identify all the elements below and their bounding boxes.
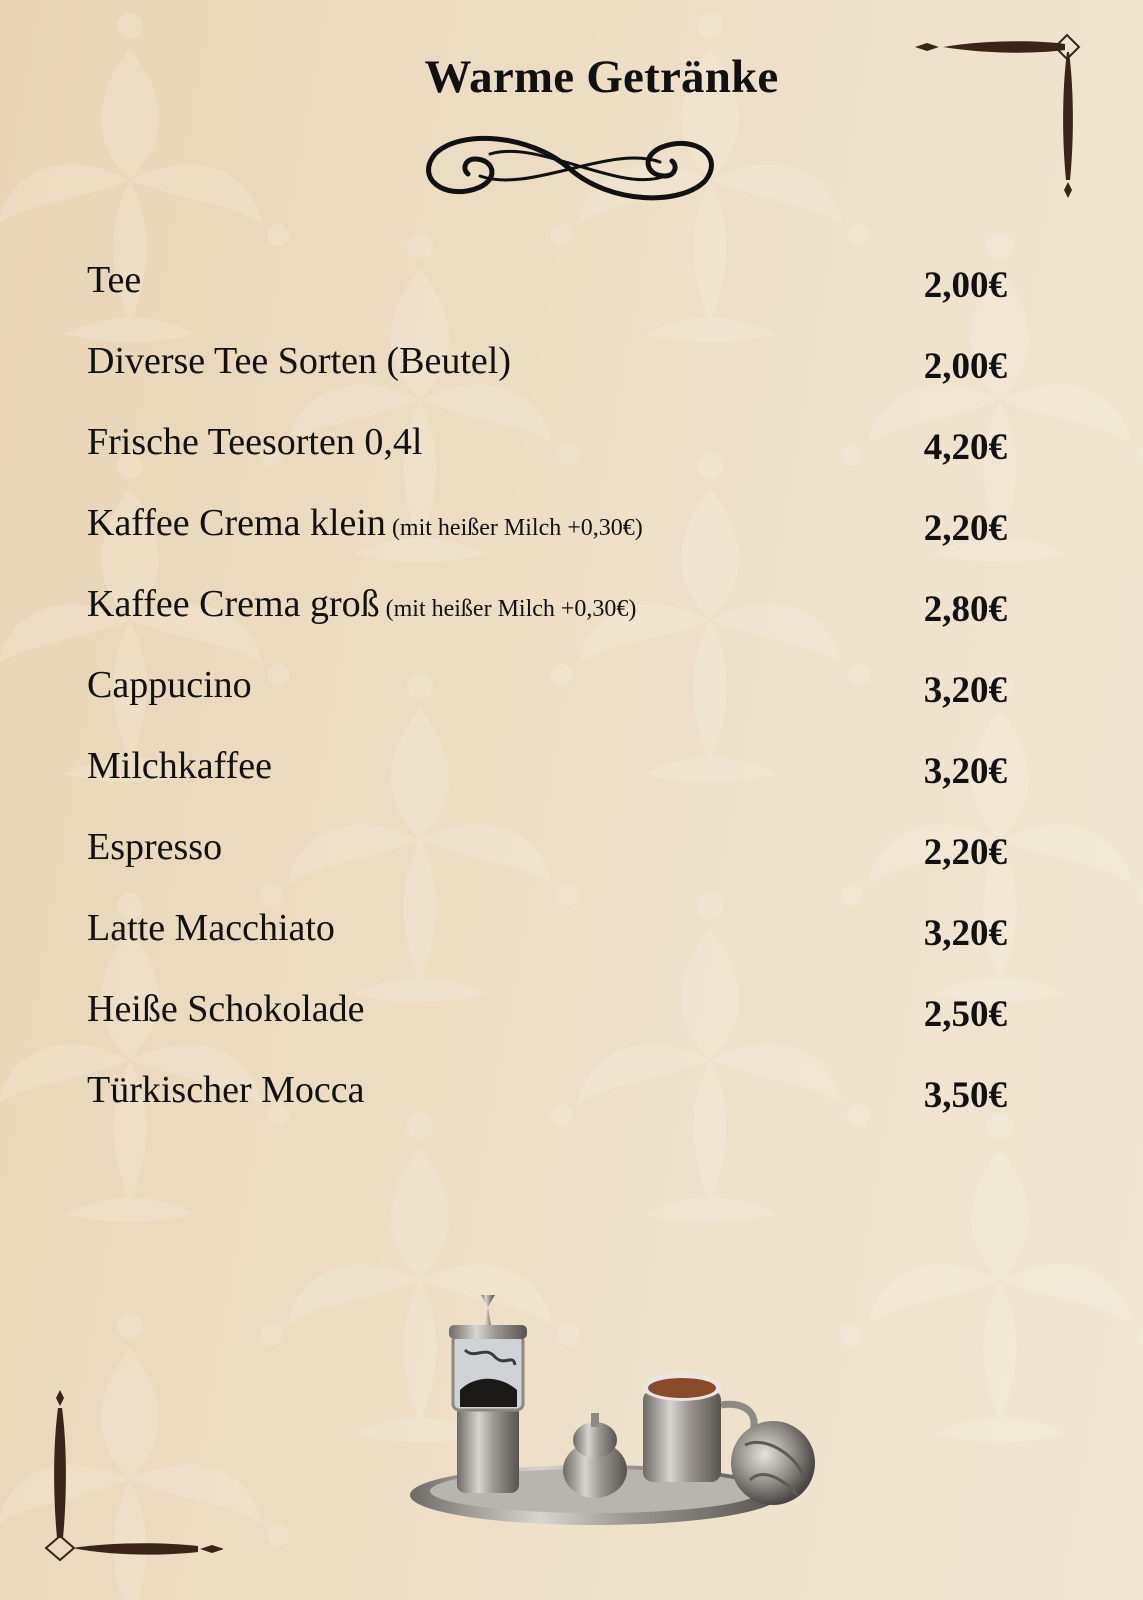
menu-item: [87, 258, 1007, 339]
item-name: [87, 906, 335, 950]
item-name: [87, 1068, 365, 1112]
item-name-text: Espresso: [87, 826, 223, 868]
item-name: [87, 825, 222, 869]
item-price: 3,20€: [923, 670, 1007, 711]
item-price: 2,50€: [923, 994, 1007, 1035]
item-name-text: Frische Teesorten 0,4l: [87, 421, 423, 463]
item-name-text: Kaffee Crema klein: [87, 502, 386, 544]
item-price: 2,00€: [923, 265, 1007, 306]
page-title: Warme Getränke: [424, 51, 779, 103]
title-swirl-ornament: [420, 124, 720, 210]
menu-item: [87, 987, 1007, 1068]
menu-item: [87, 1068, 1007, 1149]
item-price: 3,50€: [923, 1075, 1007, 1116]
item-name-text: Diverse Tee Sorten (Beutel): [87, 340, 511, 382]
item-price: 3,20€: [923, 913, 1007, 954]
menu-item: [87, 582, 1007, 663]
item-name: [87, 501, 643, 550]
item-name: [87, 258, 141, 302]
item-name: [87, 744, 272, 788]
item-price: 2,00€: [923, 346, 1007, 387]
item-name: [87, 987, 365, 1031]
item-name-text: Türkischer Mocca: [87, 1069, 365, 1111]
menu-item: [87, 420, 1007, 501]
menu-item: [87, 339, 1007, 420]
item-name-text: Tee: [87, 259, 142, 301]
menu-item: [87, 744, 1007, 825]
item-price: 2,80€: [923, 589, 1007, 630]
menu-list: [87, 258, 1007, 1149]
item-name: [87, 582, 636, 631]
item-price: 4,20€: [923, 427, 1007, 468]
menu-item: [87, 825, 1007, 906]
item-name-text: Milchkaffee: [87, 745, 272, 787]
item-name-text: Cappucino: [87, 664, 252, 706]
item-price: 2,20€: [923, 508, 1007, 549]
item-name: [87, 663, 252, 707]
item-name: [87, 420, 422, 464]
item-name-text: Latte Macchiato: [87, 907, 335, 949]
menu-item: [87, 906, 1007, 987]
turkish-coffee-set-image: [405, 1295, 835, 1545]
corner-ornament-bottom-left: [38, 1390, 223, 1565]
menu-item: [87, 663, 1007, 744]
item-note: (mit heißer Milch +0,30€): [391, 515, 643, 541]
item-note: (mit heißer Milch +0,30€): [385, 596, 637, 622]
item-name-text: Kaffee Crema groß: [87, 583, 380, 625]
item-name-text: Heiße Schokolade: [87, 988, 365, 1030]
item-price: 2,20€: [923, 832, 1007, 873]
item-price: 3,20€: [923, 751, 1007, 792]
item-name: [87, 339, 511, 383]
menu-item: [87, 501, 1007, 582]
